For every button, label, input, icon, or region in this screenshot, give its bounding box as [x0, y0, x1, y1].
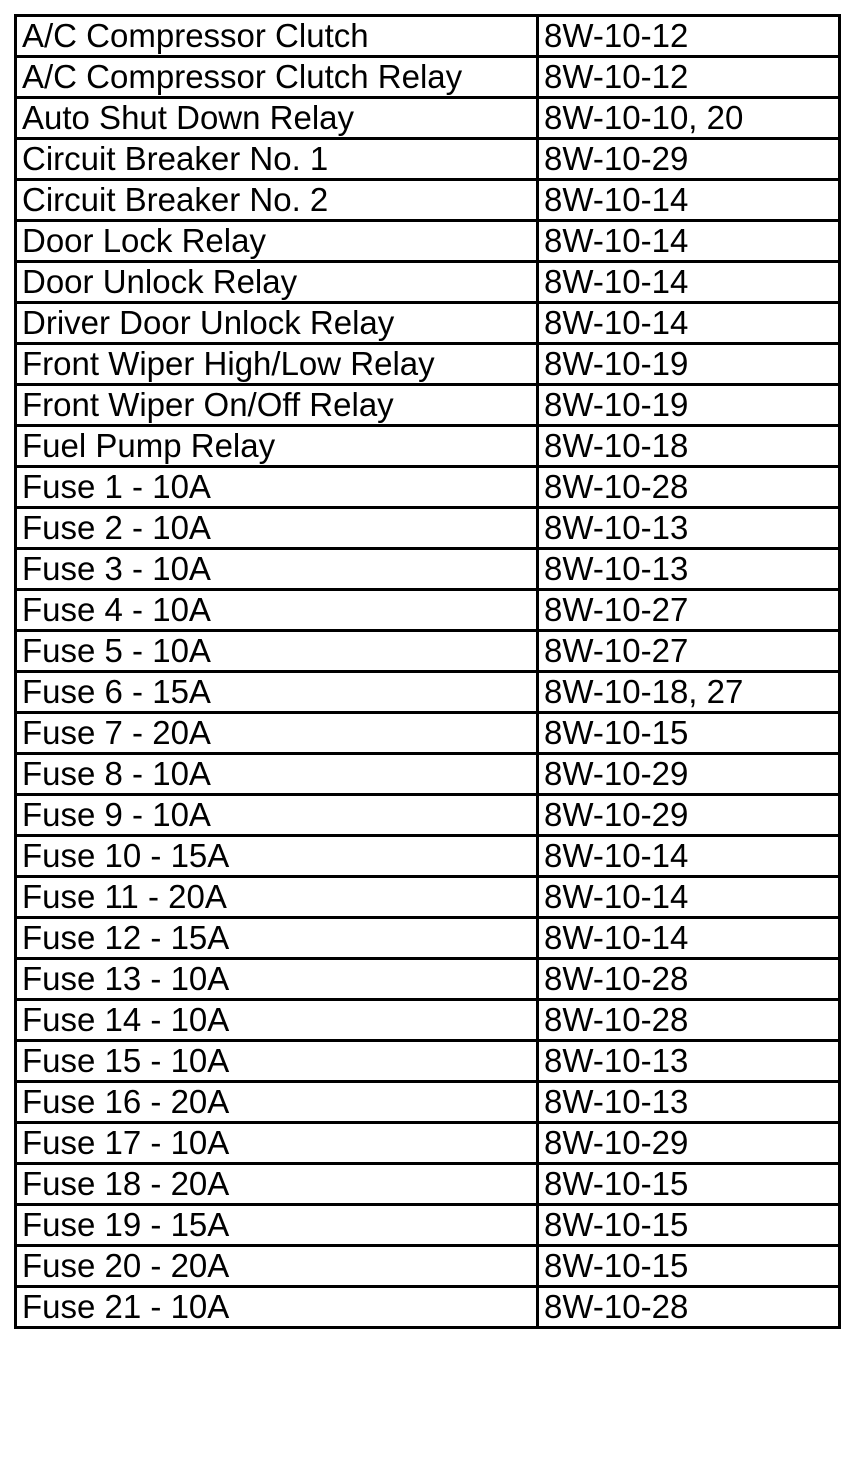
table-row — [16, 877, 840, 918]
reference-cell: 8W-10-14 — [538, 180, 840, 221]
component-cell: Fuse 6 - 15A — [16, 672, 538, 713]
reference-cell: 8W-10-28 — [538, 467, 840, 508]
reference-cell: 8W-10-13 — [538, 1082, 840, 1123]
table-row — [16, 344, 840, 385]
component-cell: Fuse 15 - 10A — [16, 1041, 538, 1082]
table-row — [16, 426, 840, 467]
component-cell: A/C Compressor Clutch — [16, 16, 538, 57]
reference-cell: 8W-10-14 — [538, 918, 840, 959]
table-row — [16, 1123, 840, 1164]
component-cell: Fuse 10 - 15A — [16, 836, 538, 877]
component-cell: Driver Door Unlock Relay — [16, 303, 538, 344]
reference-cell: 8W-10-29 — [538, 754, 840, 795]
component-cell: Door Unlock Relay — [16, 262, 538, 303]
table-row — [16, 180, 840, 221]
component-cell: Fuse 3 - 10A — [16, 549, 538, 590]
reference-cell: 8W-10-15 — [538, 1164, 840, 1205]
reference-cell: 8W-10-29 — [538, 795, 840, 836]
table-body — [16, 16, 840, 1328]
component-cell: Fuse 7 - 20A — [16, 713, 538, 754]
table-row — [16, 1287, 840, 1328]
reference-cell: 8W-10-28 — [538, 1287, 840, 1328]
component-cell: Fuse 1 - 10A — [16, 467, 538, 508]
reference-cell: 8W-10-13 — [538, 1041, 840, 1082]
component-cell: Front Wiper High/Low Relay — [16, 344, 538, 385]
component-cell: Fuse 14 - 10A — [16, 1000, 538, 1041]
table-row — [16, 918, 840, 959]
table-row — [16, 1000, 840, 1041]
reference-cell: 8W-10-27 — [538, 590, 840, 631]
component-cell: Front Wiper On/Off Relay — [16, 385, 538, 426]
component-cell: Fuse 19 - 15A — [16, 1205, 538, 1246]
reference-cell: 8W-10-18, 27 — [538, 672, 840, 713]
table-row — [16, 713, 840, 754]
reference-cell: 8W-10-28 — [538, 959, 840, 1000]
reference-cell: 8W-10-12 — [538, 57, 840, 98]
component-cell: Fuse 4 - 10A — [16, 590, 538, 631]
reference-cell: 8W-10-15 — [538, 1205, 840, 1246]
reference-cell: 8W-10-15 — [538, 1246, 840, 1287]
component-reference-table — [14, 14, 841, 1329]
reference-cell: 8W-10-19 — [538, 344, 840, 385]
reference-cell: 8W-10-27 — [538, 631, 840, 672]
component-cell: Fuse 20 - 20A — [16, 1246, 538, 1287]
table-row — [16, 795, 840, 836]
reference-cell: 8W-10-15 — [538, 713, 840, 754]
reference-cell: 8W-10-29 — [538, 139, 840, 180]
table-row — [16, 98, 840, 139]
table-row — [16, 1041, 840, 1082]
table-row — [16, 262, 840, 303]
reference-cell: 8W-10-10, 20 — [538, 98, 840, 139]
table-row — [16, 1164, 840, 1205]
component-cell: Fuse 17 - 10A — [16, 1123, 538, 1164]
reference-cell: 8W-10-12 — [538, 16, 840, 57]
reference-cell: 8W-10-14 — [538, 221, 840, 262]
table-row — [16, 1246, 840, 1287]
table-row — [16, 672, 840, 713]
component-cell: Fuse 11 - 20A — [16, 877, 538, 918]
table-row — [16, 1082, 840, 1123]
table-row — [16, 590, 840, 631]
component-cell: Fuse 21 - 10A — [16, 1287, 538, 1328]
table-row — [16, 385, 840, 426]
component-cell: A/C Compressor Clutch Relay — [16, 57, 538, 98]
component-cell: Fuse 5 - 10A — [16, 631, 538, 672]
reference-cell: 8W-10-13 — [538, 508, 840, 549]
component-cell: Circuit Breaker No. 1 — [16, 139, 538, 180]
component-cell: Fuse 12 - 15A — [16, 918, 538, 959]
component-cell: Fuse 13 - 10A — [16, 959, 538, 1000]
component-cell: Door Lock Relay — [16, 221, 538, 262]
table-row — [16, 836, 840, 877]
component-cell: Fuse 2 - 10A — [16, 508, 538, 549]
table-row — [16, 959, 840, 1000]
component-cell: Circuit Breaker No. 2 — [16, 180, 538, 221]
component-cell: Auto Shut Down Relay — [16, 98, 538, 139]
reference-cell: 8W-10-29 — [538, 1123, 840, 1164]
component-cell: Fuse 18 - 20A — [16, 1164, 538, 1205]
table-row — [16, 754, 840, 795]
reference-cell: 8W-10-28 — [538, 1000, 840, 1041]
component-cell: Fuse 9 - 10A — [16, 795, 538, 836]
table-row — [16, 139, 840, 180]
reference-cell: 8W-10-19 — [538, 385, 840, 426]
reference-cell: 8W-10-18 — [538, 426, 840, 467]
component-cell: Fuel Pump Relay — [16, 426, 538, 467]
table-row — [16, 508, 840, 549]
reference-cell: 8W-10-14 — [538, 303, 840, 344]
component-cell: Fuse 8 - 10A — [16, 754, 538, 795]
table-row — [16, 1205, 840, 1246]
reference-cell: 8W-10-14 — [538, 262, 840, 303]
table-row — [16, 16, 840, 57]
reference-cell: 8W-10-14 — [538, 877, 840, 918]
table-row — [16, 467, 840, 508]
table-row — [16, 57, 840, 98]
table-row — [16, 221, 840, 262]
table-row — [16, 549, 840, 590]
reference-cell: 8W-10-14 — [538, 836, 840, 877]
table-row — [16, 631, 840, 672]
component-cell: Fuse 16 - 20A — [16, 1082, 538, 1123]
table-row — [16, 303, 840, 344]
reference-cell: 8W-10-13 — [538, 549, 840, 590]
